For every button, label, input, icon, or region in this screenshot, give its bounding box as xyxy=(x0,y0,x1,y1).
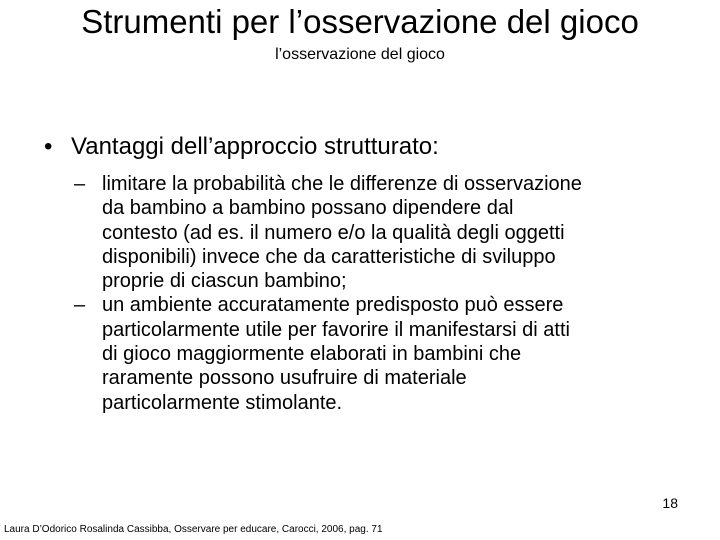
slide-title: Strumenti per l’osservazione del gioco xyxy=(81,3,639,40)
sub-bullet-item xyxy=(74,293,704,414)
bullet-dash-icon: – xyxy=(74,294,86,317)
bullet-dash-icon: – xyxy=(74,173,86,195)
sub-bullet-list xyxy=(74,172,704,415)
sub-bullet-item xyxy=(74,172,704,293)
sub-bullet-text: limitare la probabilità che le differenze di osservazione da bambino a bambino possano dipendere dal contesto (ad es. il numero e/o la qualità degli oggetti disponibili) invece che da caratteristiche di sviluppo proprie di ciascun bambino; xyxy=(102,173,582,293)
citation-footer: Laura D’Odorico Rosalinda Cassibba, Osservare per educare, Carocci, 2006, pag. 71 xyxy=(4,524,383,535)
sub-bullet-text: un ambiente accuratamente predisposto può essere particolarmente utile per favorire il manifestarsi di atti di gioco maggiormente elaborati in bambini che raramente possono usufruire di materiale particolarmente stimolante. xyxy=(102,294,570,414)
page-number: 18 xyxy=(662,495,678,511)
bullet-dot-icon: • xyxy=(44,133,53,160)
slide-subtitle: l’osservazione del gioco xyxy=(275,46,445,63)
main-bullet-text: Vantaggi dell’approccio strutturato: xyxy=(71,133,439,160)
